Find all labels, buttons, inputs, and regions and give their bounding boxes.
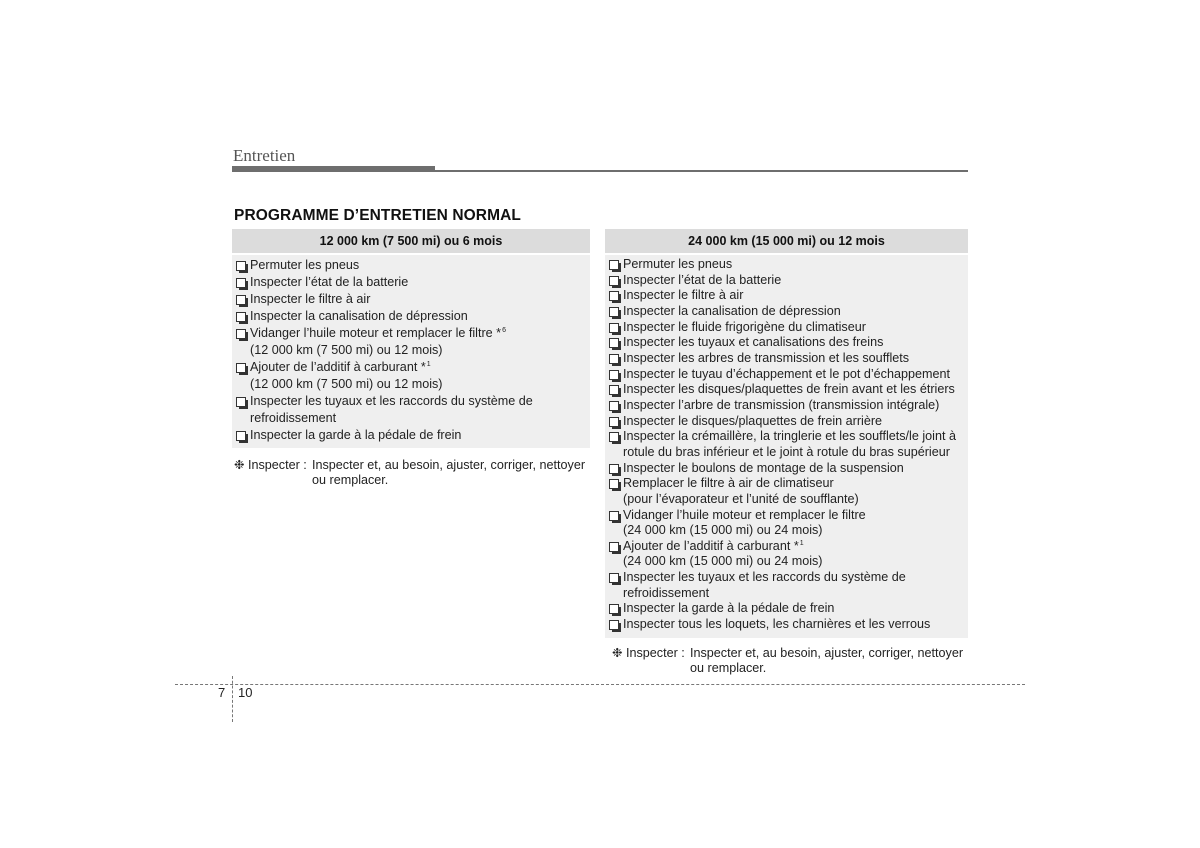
checkbox-icon (609, 260, 619, 270)
checklist-item (608, 476, 967, 507)
left-column-heading: 12 000 km (7 500 mi) ou 6 mois (232, 229, 590, 253)
checklist-item-text: refroidissement (623, 585, 710, 600)
checkbox-icon (609, 354, 619, 364)
checklist-item-text: Inspecter les disques/plaquettes de frein avant et les étriers (623, 382, 955, 397)
checklist-item-text: Inspecter l’arbre de transmission (transmission intégrale) (623, 397, 940, 412)
checkbox-icon (609, 307, 619, 317)
checkbox-icon (236, 278, 246, 288)
checkbox-icon (236, 312, 246, 322)
checklist-item (608, 351, 967, 367)
checklist-item (235, 393, 589, 427)
checklist-item-text: Inspecter le tuyau d’échappement et le pot d’échappement (623, 366, 950, 381)
note-label: Inspecter : (248, 458, 307, 472)
checklist-item (235, 274, 589, 291)
checklist-item-text: Vidanger l’huile moteur et remplacer le filtre (623, 507, 866, 522)
checkbox-icon (609, 370, 619, 380)
checklist-item (235, 308, 589, 325)
checkbox-icon (609, 338, 619, 348)
checkbox-icon (236, 261, 246, 271)
checkbox-icon (236, 363, 246, 373)
page-number: 10 (238, 685, 253, 700)
checklist-item-text: Inspecter l’état de la batterie (250, 275, 409, 289)
checklist-item-text: Inspecter la canalisation de dépression (250, 309, 468, 323)
header-rule (435, 170, 968, 172)
checklist-item-text: Inspecter le disques/plaquettes de frein arrière (623, 413, 883, 428)
chapter-number: 7 (218, 685, 226, 700)
footnote-reference: 6 (502, 326, 506, 334)
checkbox-icon (609, 573, 619, 583)
checklist-item-text: Inspecter les tuyaux et les raccords du système de (250, 394, 533, 408)
checklist-item (608, 617, 967, 633)
footer-divider (232, 676, 233, 722)
checkbox-icon (609, 417, 619, 427)
checkbox-icon (609, 323, 619, 333)
left-checklist (235, 257, 589, 444)
checkbox-icon (609, 620, 619, 630)
checkbox-icon (236, 295, 246, 305)
checkbox-icon (609, 542, 619, 552)
checklist-item (608, 570, 967, 601)
note-text-line-1: Inspecter et, au besoin, ajuster, corriger, nettoyer (690, 646, 964, 660)
checklist-item (608, 320, 967, 336)
checkbox-icon (236, 329, 246, 339)
checklist-item (608, 429, 967, 460)
checklist-item (608, 539, 967, 570)
checklist-item (608, 414, 967, 430)
checkbox-icon (609, 401, 619, 411)
checklist-item-text: refroidissement (250, 411, 337, 425)
asterisk-note-icon: ❉ (612, 646, 623, 660)
checklist-item-text: Remplacer le filtre à air de climatiseur (623, 476, 834, 491)
checklist-item-text: Permuter les pneus (250, 258, 360, 272)
checkbox-icon (236, 397, 246, 407)
asterisk-note-icon: ❉ (234, 458, 245, 472)
checklist-item-text: Inspecter la crémaillère, la tringlerie et les soufflets/le joint à (623, 429, 956, 444)
checklist-item (235, 257, 589, 274)
left-note (234, 457, 594, 491)
checklist-item (608, 461, 967, 477)
checklist-item-text: Ajouter de l’additif à carburant * (250, 360, 426, 374)
checklist-item-text: rotule du bras inférieur et le joint à rotule du bras supérieur (623, 444, 950, 459)
checklist-item-text: Inspecter la canalisation de dépression (623, 303, 841, 318)
checklist-item-text: (pour l’évaporateur et l’unité de soufflante) (623, 491, 859, 506)
checklist-item (608, 273, 967, 289)
checklist-item-text: Inspecter le filtre à air (250, 292, 371, 306)
checklist-item-text: (12 000 km (7 500 mi) ou 12 mois) (250, 343, 443, 357)
checklist-item-text: Inspecter le filtre à air (623, 288, 744, 303)
checkbox-icon (609, 276, 619, 286)
note-text-line-1: Inspecter et, au besoin, ajuster, corriger, nettoyer (312, 458, 586, 472)
checklist-item (235, 325, 589, 359)
checklist-item (235, 427, 589, 444)
checkbox-icon (609, 604, 619, 614)
page-heading: PROGRAMME D’ENTRETIEN NORMAL (234, 207, 521, 224)
checklist-item-text: Inspecter les tuyaux et canalisations des freins (623, 335, 884, 350)
checklist-item-text: Inspecter l’état de la batterie (623, 272, 782, 287)
note-text-line-2: ou remplacer. (690, 661, 767, 675)
checklist-item (608, 508, 967, 539)
checklist-item (608, 257, 967, 273)
checklist-item-text: Inspecter les arbres de transmission et les soufflets (623, 350, 910, 365)
footer-rule (175, 684, 1025, 685)
checklist-item-text: Ajouter de l’additif à carburant * (623, 538, 799, 553)
right-checklist (608, 257, 967, 633)
footnote-reference: 1 (426, 360, 431, 368)
section-title: Entretien (233, 146, 296, 165)
checklist-item-text: Inspecter le boulons de montage de la suspension (623, 460, 904, 475)
checkbox-icon (609, 479, 619, 489)
checklist-item-text: Permuter les pneus (623, 257, 733, 271)
checklist-item-text: Inspecter la garde à la pédale de frein (623, 601, 835, 616)
checklist-item (608, 398, 967, 414)
footnote-reference: 1 (799, 539, 804, 547)
checklist-item-text: Inspecter la garde à la pédale de frein (250, 428, 462, 442)
checklist-item (608, 288, 967, 304)
checkbox-icon (236, 431, 246, 441)
right-column-heading: 24 000 km (15 000 mi) ou 12 mois (605, 229, 968, 253)
checkbox-icon (609, 432, 619, 442)
note-label: Inspecter : (626, 646, 685, 660)
checklist-item-text: (24 000 km (15 000 mi) ou 24 mois) (623, 523, 823, 538)
checklist-item-text: (24 000 km (15 000 mi) ou 24 mois) (623, 554, 823, 569)
checklist-item (235, 291, 589, 308)
checklist-item (608, 335, 967, 351)
checklist-item (608, 601, 967, 617)
checklist-item-text: Vidanger l’huile moteur et remplacer le filtre * (250, 326, 502, 340)
checklist-item (608, 304, 967, 320)
checklist-item (608, 382, 967, 398)
checklist-item-text: Inspecter les tuyaux et les raccords du système de (623, 570, 906, 585)
right-note (612, 645, 972, 679)
header-bar-accent (232, 166, 435, 172)
note-text-line-2: ou remplacer. (312, 473, 389, 487)
checkbox-icon (609, 511, 619, 521)
checkbox-icon (609, 464, 619, 474)
checklist-item-text: Inspecter le fluide frigorigène du climatiseur (623, 319, 866, 334)
checkbox-icon (609, 291, 619, 301)
checklist-item (235, 359, 589, 393)
checkbox-icon (609, 385, 619, 395)
checklist-item (608, 367, 967, 383)
checklist-item-text: Inspecter tous les loquets, les charnières et les verrous (623, 617, 931, 632)
checklist-item-text: (12 000 km (7 500 mi) ou 12 mois) (250, 377, 443, 391)
